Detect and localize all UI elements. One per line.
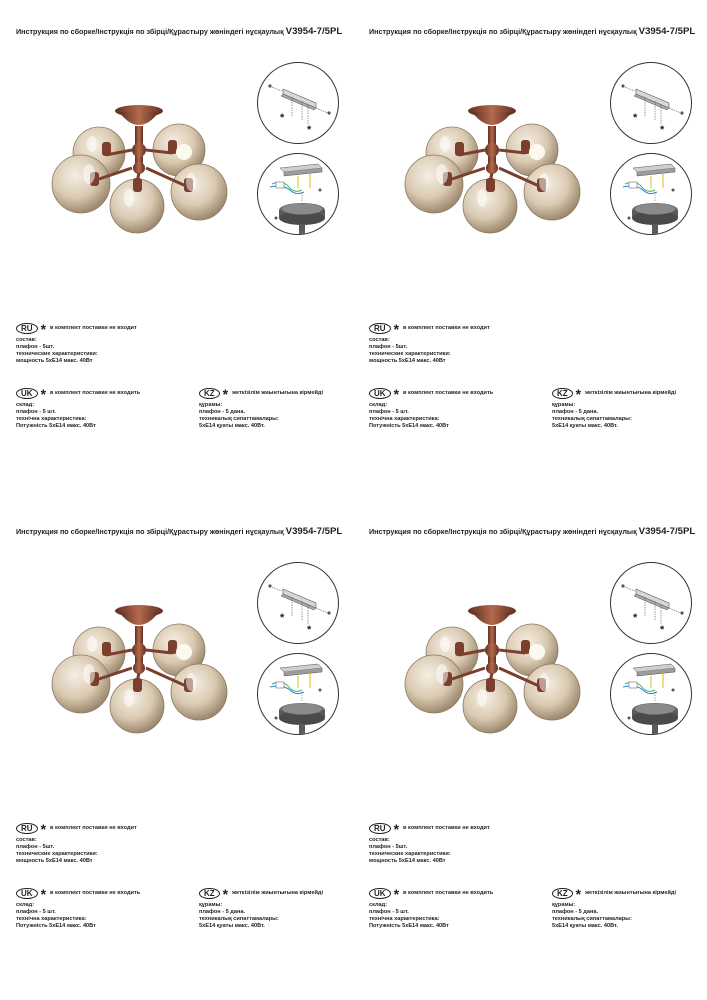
svg-text:*: * — [660, 624, 665, 636]
kz-line: плафон - 5 дана. — [552, 409, 599, 415]
ru-note: в комплект поставки не входит — [50, 325, 137, 331]
kz-line: 5хЕ14 қуаты макс. 40Вт. — [552, 923, 618, 929]
kz-note: жеткізілім жиынтығына кірмейді — [585, 890, 676, 896]
kz-info-block — [199, 885, 323, 930]
kz-line: 5хЕ14 қуаты макс. 40Вт. — [199, 923, 265, 929]
svg-text:*: * — [307, 624, 312, 636]
kz-line: плафон - 5 дана. — [199, 409, 246, 415]
ru-line: технические характеристики: — [369, 851, 451, 857]
svg-text:*: * — [280, 112, 285, 124]
chandelier-illustration — [397, 98, 587, 243]
asterisk-icon: * — [575, 385, 582, 402]
ru-line: технические характеристики: — [369, 351, 451, 357]
ru-line: состав: — [369, 337, 390, 343]
uk-line: плафон - 5 шт. — [369, 909, 409, 915]
asterisk-icon: * — [222, 385, 229, 402]
sheet-title — [16, 526, 342, 537]
kz-line: 5хЕ14 қуаты макс. 40Вт. — [552, 423, 618, 429]
kz-info-block — [552, 885, 676, 930]
wiring-detail — [610, 653, 692, 735]
ru-line: состав: — [16, 837, 37, 843]
uk-line: Потужність 5хЕ14 макс. 40Вт — [16, 923, 96, 929]
instruction-sheet — [0, 0, 353, 500]
svg-text:*: * — [280, 612, 285, 624]
asterisk-icon: * — [393, 320, 400, 337]
kz-line: құрамы: — [199, 402, 223, 408]
sheet-title — [369, 26, 695, 37]
title-text: Инструкция по сборке/Інструкція по збірці/Құрастыру жөніндегі нұсқаулық — [369, 27, 637, 36]
uk-line: Потужність 5хЕ14 макс. 40Вт — [16, 423, 96, 429]
kz-info-block — [552, 385, 676, 430]
sheet-title — [369, 526, 695, 537]
ru-info-block — [16, 820, 137, 865]
uk-note: в комплект поставки не входить — [403, 390, 494, 396]
title-text: Инструкция по сборке/Інструкція по збірці/Құрастыру жөніндегі нұсқаулық — [16, 527, 284, 536]
uk-badge: UK — [369, 388, 391, 399]
uk-info-block — [369, 385, 494, 430]
kz-badge: KZ — [552, 888, 573, 899]
ru-info-block — [369, 820, 490, 865]
svg-text:*: * — [633, 112, 638, 124]
ru-badge: RU — [16, 323, 38, 334]
mounting-bar-detail — [257, 562, 339, 644]
svg-text:*: * — [660, 124, 665, 136]
svg-text:*: * — [633, 612, 638, 624]
asterisk-icon: * — [575, 885, 582, 902]
ru-badge: RU — [16, 823, 38, 834]
wiring-detail — [257, 653, 339, 735]
ru-line: технические характеристики: — [16, 851, 98, 857]
instruction-sheet — [0, 500, 353, 1000]
asterisk-icon: * — [40, 885, 47, 902]
kz-badge: KZ — [552, 388, 573, 399]
uk-line: технічна характеристика: — [16, 416, 87, 422]
ru-badge: RU — [369, 323, 391, 334]
uk-line: Потужність 5хЕ14 макс. 40Вт — [369, 923, 449, 929]
uk-line: плафон - 5 шт. — [16, 909, 56, 915]
uk-note: в комплект поставки не входить — [50, 890, 141, 896]
ru-info-block — [369, 320, 490, 365]
ru-note: в комплект поставки не входит — [403, 825, 490, 831]
ru-line: плафон - 5шт. — [369, 844, 408, 850]
ru-line: мощность 5хЕ14 макс. 40Вт — [16, 858, 93, 864]
instruction-sheet — [353, 0, 706, 500]
ru-line: состав: — [369, 837, 390, 843]
kz-line: техникалық сипаттамалары: — [552, 916, 632, 922]
uk-line: плафон - 5 шт. — [369, 409, 409, 415]
uk-note: в комплект поставки не входить — [403, 890, 494, 896]
uk-info-block — [16, 885, 141, 930]
asterisk-icon: * — [393, 885, 400, 902]
chandelier-illustration — [44, 598, 234, 743]
model-number: V3954-7/5PL — [285, 26, 343, 37]
uk-note: в комплект поставки не входить — [50, 390, 141, 396]
ru-line: технические характеристики: — [16, 351, 98, 357]
asterisk-icon: * — [222, 885, 229, 902]
chandelier-illustration — [44, 98, 234, 243]
mounting-bar-detail — [610, 62, 692, 144]
uk-line: склад: — [369, 402, 388, 408]
kz-line: техникалық сипаттамалары: — [199, 916, 279, 922]
kz-line: техникалық сипаттамалары: — [552, 416, 632, 422]
ru-line: мощность 5хЕ14 макс. 40Вт — [369, 358, 446, 364]
asterisk-icon: * — [40, 320, 47, 337]
ru-line: плафон - 5шт. — [16, 344, 55, 350]
mounting-bar-detail — [610, 562, 692, 644]
kz-line: құрамы: — [552, 902, 576, 908]
uk-badge: UK — [16, 388, 38, 399]
mounting-bar-detail — [257, 62, 339, 144]
ru-badge: RU — [369, 823, 391, 834]
ru-line: состав: — [16, 337, 37, 343]
sheet-title — [16, 26, 342, 37]
title-text: Инструкция по сборке/Інструкція по збірці/Құрастыру жөніндегі нұсқаулық — [16, 27, 284, 36]
ru-line: мощность 5хЕ14 макс. 40Вт — [369, 858, 446, 864]
uk-line: плафон - 5 шт. — [16, 409, 56, 415]
ru-line: плафон - 5шт. — [369, 344, 408, 350]
uk-line: склад: — [369, 902, 388, 908]
uk-line: технічна характеристика: — [16, 916, 87, 922]
asterisk-icon: * — [40, 385, 47, 402]
kz-badge: KZ — [199, 888, 220, 899]
uk-badge: UK — [16, 888, 38, 899]
kz-line: құрамы: — [552, 402, 576, 408]
model-number: V3954-7/5PL — [638, 26, 696, 37]
kz-badge: KZ — [199, 388, 220, 399]
uk-line: технічна характеристика: — [369, 416, 440, 422]
asterisk-icon: * — [393, 820, 400, 837]
kz-line: плафон - 5 дана. — [199, 909, 246, 915]
title-text: Инструкция по сборке/Інструкція по збірці/Құрастыру жөніндегі нұсқаулық — [369, 527, 637, 536]
uk-line: технічна характеристика: — [369, 916, 440, 922]
kz-note: жеткізілім жиынтығына кірмейді — [232, 890, 323, 896]
uk-info-block — [16, 385, 141, 430]
wiring-detail — [610, 153, 692, 235]
asterisk-icon: * — [40, 820, 47, 837]
model-number: V3954-7/5PL — [638, 526, 696, 537]
wiring-detail — [257, 153, 339, 235]
uk-info-block — [369, 885, 494, 930]
kz-line: техникалық сипаттамалары: — [199, 416, 279, 422]
kz-info-block — [199, 385, 323, 430]
uk-badge: UK — [369, 888, 391, 899]
kz-line: құрамы: — [199, 902, 223, 908]
ru-info-block — [16, 320, 137, 365]
instruction-sheet — [353, 500, 706, 1000]
ru-note: в комплект поставки не входит — [403, 325, 490, 331]
model-number: V3954-7/5PL — [285, 526, 343, 537]
uk-line: Потужність 5хЕ14 макс. 40Вт — [369, 423, 449, 429]
kz-note: жеткізілім жиынтығына кірмейді — [232, 390, 323, 396]
uk-line: склад: — [16, 402, 35, 408]
ru-note: в комплект поставки не входит — [50, 825, 137, 831]
ru-line: плафон - 5шт. — [16, 844, 55, 850]
ru-line: мощность 5хЕ14 макс. 40Вт — [16, 358, 93, 364]
chandelier-illustration — [397, 598, 587, 743]
svg-text:*: * — [307, 124, 312, 136]
kz-line: 5хЕ14 қуаты макс. 40Вт. — [199, 423, 265, 429]
asterisk-icon: * — [393, 385, 400, 402]
uk-line: склад: — [16, 902, 35, 908]
kz-note: жеткізілім жиынтығына кірмейді — [585, 390, 676, 396]
kz-line: плафон - 5 дана. — [552, 909, 599, 915]
